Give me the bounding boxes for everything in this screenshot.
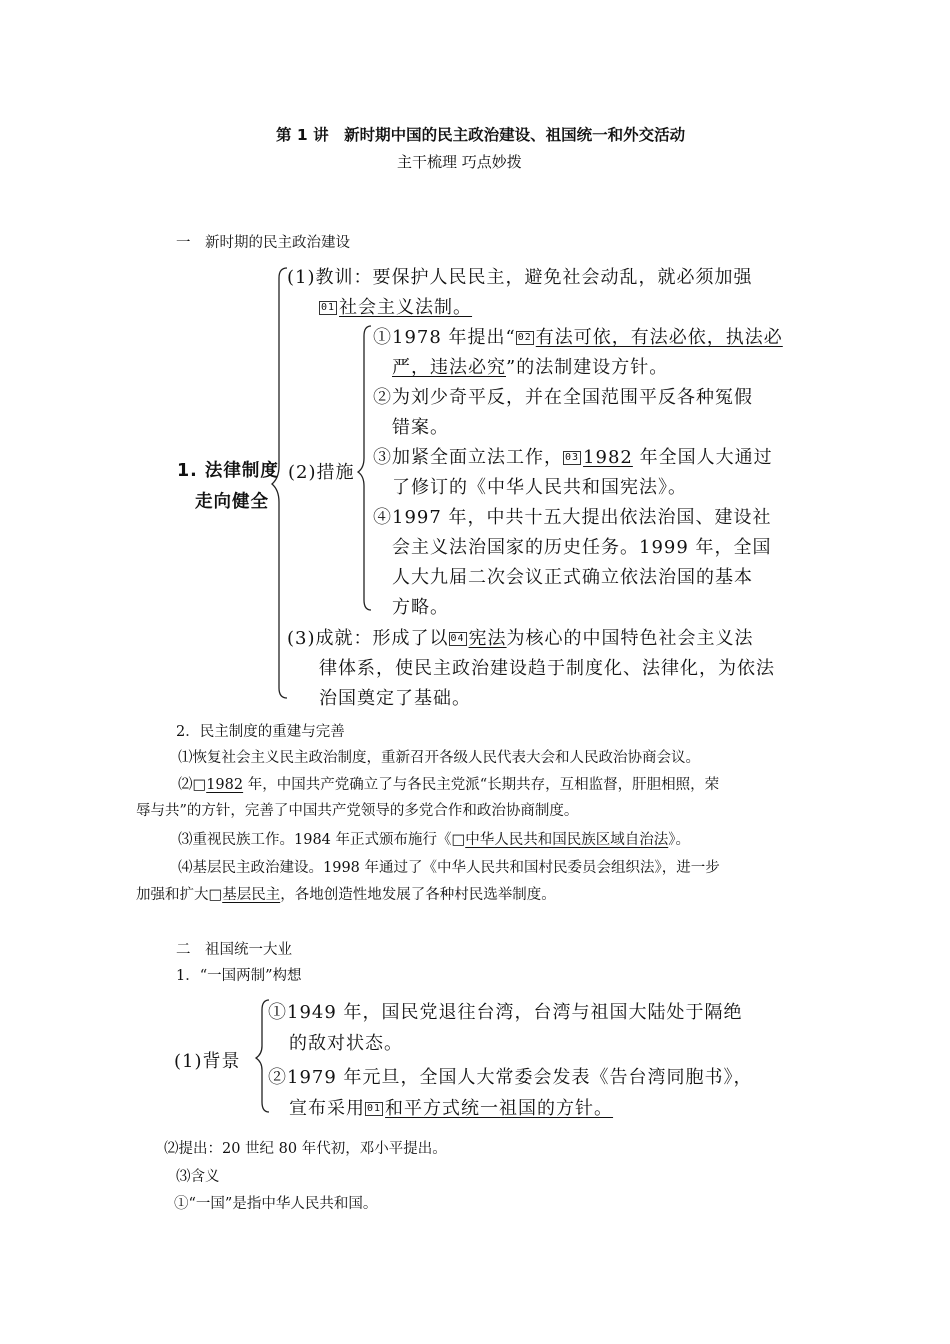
democracy-heading: 2．民主制度的重建与完善 bbox=[176, 724, 345, 740]
section-heading-1: 一 新时期的民主政治建设 bbox=[176, 235, 350, 251]
measure-1-line1: ①1978 年提出“ 02 有法可依，有法必依，执法必 bbox=[373, 327, 783, 348]
measures-brace bbox=[356, 324, 374, 614]
background-2-line1: ②1979 年元旦，全国人大常委会发表《告台湾同胞书》， bbox=[268, 1067, 753, 1088]
page-title: 第 1 讲 新时期中国的民主政治建设、祖国统一和外交活动 bbox=[276, 126, 686, 144]
lesson-line2 bbox=[319, 293, 472, 319]
democracy-p4-line2: 加强和扩大□基层民主，各地创造性地发展了各种村民选举制度。 bbox=[136, 887, 556, 903]
background-1-line2: 的敌对状态。 bbox=[289, 1033, 403, 1054]
law-label-line2: 走向健全 bbox=[195, 492, 269, 512]
democracy-p2-line2: 辱与共”的方针，完善了中国共产党领导的多党合作和政治协商制度。 bbox=[136, 803, 579, 819]
blank-box: □ bbox=[192, 777, 207, 793]
measure-4-line2: 会主义法治国家的历史任务。1999 年，全国 bbox=[392, 537, 772, 558]
democracy-p1: ⑴恢复社会主义民主政治制度，重新召开各级人民代表大会和人民政治协商会议。 bbox=[178, 750, 700, 766]
democracy-p3: ⑶重视民族工作。1984 年正式颁布施行《□中华人民共和国民族区域自治法》。 bbox=[178, 832, 690, 848]
measure-2-line2: 错案。 bbox=[392, 417, 449, 438]
meaning-1: ①“一国”是指中华人民共和国。 bbox=[174, 1196, 378, 1212]
democracy-p4-line1: ⑷基层民主政治建设。1998 年通过了《中华人民共和国村民委员会组织法》，进一步 bbox=[178, 860, 720, 876]
meaning-heading: ⑶含义 bbox=[176, 1169, 220, 1185]
measure-3-line2: 了修订的《中华人民共和国宪法》。 bbox=[392, 477, 687, 498]
mark-02: 02 bbox=[517, 332, 532, 343]
blank-box: □ bbox=[208, 887, 223, 903]
law-label-line1: 1. 法律制度 bbox=[177, 461, 279, 481]
section-heading-2: 二 祖国统一大业 bbox=[176, 942, 292, 958]
measure-4-line1: ④1997 年，中共十五大提出依法治国、建设社 bbox=[373, 507, 772, 528]
measure-3-line1: ③加紧全面立法工作， 03 1982 年全国人大通过 bbox=[373, 447, 773, 468]
achievement-line1: (3)成就：形成了以 04 宪法为核心的中国特色社会主义法 bbox=[287, 628, 754, 649]
page-subtitle: 主干梳理 巧点妙拨 bbox=[397, 153, 522, 171]
achievement-line3: 治国奠定了基础。 bbox=[319, 688, 471, 709]
mark-04: 04 bbox=[450, 633, 465, 644]
mark-01: 01 bbox=[321, 302, 336, 313]
mark-01: 01 bbox=[367, 1103, 382, 1114]
measure-2-line1: ②为刘少奇平反，并在全国范围平反各种冤假 bbox=[373, 387, 753, 408]
background-1-line1: ①1949 年，国民党退往台湾，台湾与祖国大陆处于隔绝 bbox=[268, 1002, 743, 1023]
achievement-line2: 律体系，使民主政治建设趋于制度化、法律化，为依法 bbox=[319, 658, 775, 679]
measure-1-line2: 严，违法必究”的法制建设方针。 bbox=[392, 357, 669, 378]
mark-03: 03 bbox=[565, 452, 580, 463]
lesson-answer: 社会主义法制。 bbox=[339, 297, 473, 318]
measures-label: (2)措施 bbox=[288, 462, 355, 483]
background-label: (1)背景 bbox=[174, 1051, 241, 1072]
one-country-two-systems-heading: 1．“一国两制”构想 bbox=[176, 968, 302, 984]
blank-box: □ bbox=[451, 832, 466, 848]
measure-4-line3: 人大九届二次会议正式确立依法治国的基本 bbox=[392, 567, 753, 588]
measure-4-line4: 方略。 bbox=[392, 597, 449, 618]
background-2-line2: 宣布采用 01 和平方式统一祖国的方针。 bbox=[289, 1098, 614, 1119]
proposal-p2: ⑵提出：20 世纪 80 年代初，邓小平提出。 bbox=[164, 1141, 447, 1157]
democracy-p2-line1: ⑵□1982 年，中国共产党确立了与各民主党派“长期共存，互相监督，肝胆相照，荣 bbox=[178, 777, 720, 793]
lesson-line1: (1)教训：要保护人民民主，避免社会动乱，就必须加强 bbox=[287, 267, 753, 288]
